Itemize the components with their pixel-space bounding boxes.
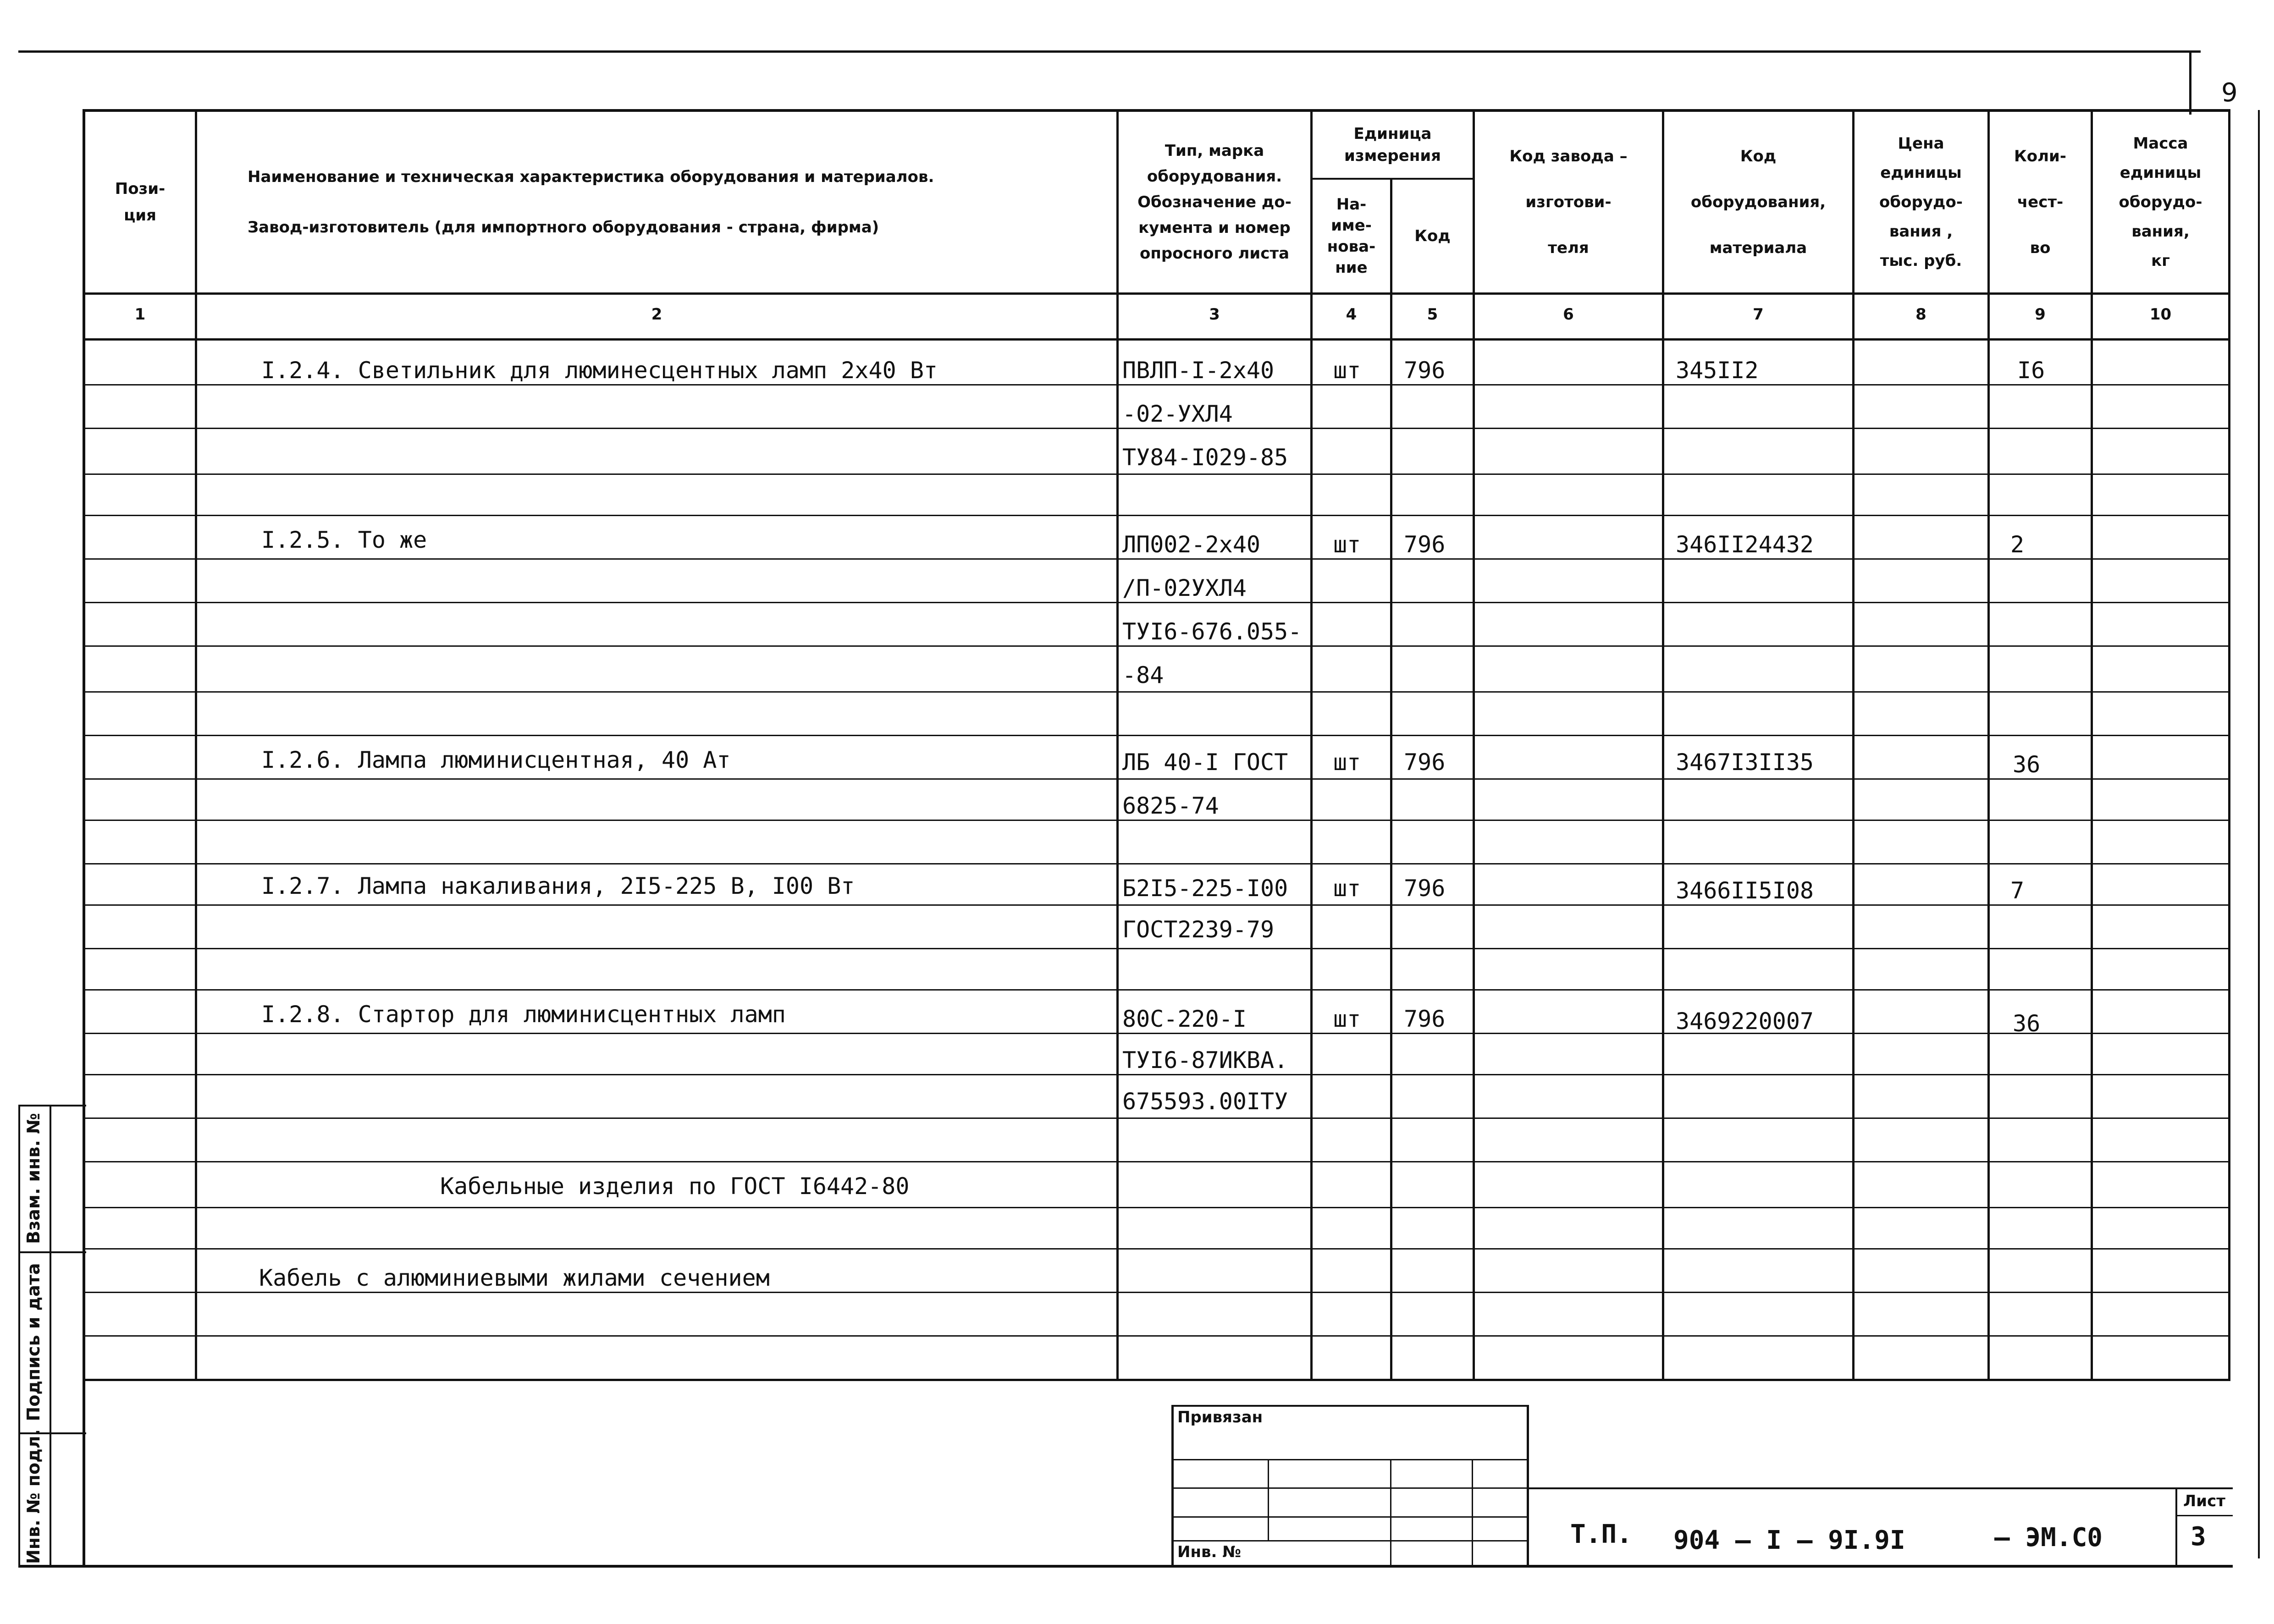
page-number: 9: [2221, 78, 2238, 108]
item-type-line: ЛП002-2х40: [1122, 531, 1261, 558]
item-type-line: -84: [1122, 662, 1164, 688]
item-unit-code: 796: [1404, 749, 1446, 776]
stamp-tp: Т.П.: [1570, 1519, 1632, 1549]
cable-line: Кабель с алюминиевыми жилами сечением: [259, 1265, 770, 1291]
item-type-line: 80С-220-I: [1122, 1006, 1247, 1032]
header-factory-code: Код завода – изготови- теля: [1509, 147, 1628, 257]
item-type-line: ТУI6-87ИКВА.: [1122, 1047, 1288, 1073]
header-unit: Единица измерения: [1344, 125, 1441, 165]
item-code: 3467I3II35: [1676, 749, 1814, 776]
item-quantity: I6: [2017, 357, 2045, 384]
item-unit-code: 796: [1404, 875, 1446, 902]
item-code: 3466II5I08: [1676, 877, 1814, 904]
item-unit: шт: [1333, 875, 1361, 902]
column-number: 10: [2149, 305, 2172, 324]
side-label: Инв. № подл.: [23, 1429, 44, 1564]
item-name: I.2.8. Стартор для люминисцентных ламп: [261, 1001, 786, 1028]
top-rule: [18, 50, 2201, 53]
item-type-line: 6825-74: [1122, 793, 1219, 819]
item-type-line: ЛБ 40-I ГОСТ: [1122, 749, 1288, 776]
item-quantity: 2: [2010, 531, 2025, 558]
right-edge-rule: [2258, 110, 2260, 1558]
item-code: 3469220007: [1676, 1008, 1814, 1035]
stamp-privyazan: Привязан: [1177, 1408, 1263, 1426]
item-unit: шт: [1333, 357, 1361, 384]
item-code: 346II24432: [1676, 531, 1814, 558]
header-unit-code: Код: [1414, 227, 1451, 245]
item-name: I.2.7. Лампа накаливания, 2I5-225 В, I00 Вт: [261, 873, 855, 899]
item-unit-code: 796: [1404, 531, 1446, 558]
header-name: Наименование и техническая характеристика оборудования и материалов. Завод-изготовитель (для импортного оборудования - страна, фирма): [248, 168, 934, 237]
column-number: 7: [1753, 305, 1764, 324]
column-number: 9: [2035, 305, 2046, 324]
column-number: 8: [1915, 305, 1926, 324]
column-number: 4: [1346, 305, 1357, 324]
section-title: Кабельные изделия по ГОСТ I6442-80: [440, 1173, 910, 1200]
doc-number: 904 – I – 9I.9I: [1673, 1525, 1905, 1555]
header-unit-name: На- име- нова- ние: [1327, 195, 1376, 277]
column-number: 6: [1563, 305, 1574, 324]
item-unit: шт: [1333, 749, 1361, 776]
item-unit: шт: [1333, 531, 1361, 558]
corner-rule: [2189, 50, 2191, 115]
header-position: Пози- ция: [115, 180, 166, 225]
doc-suffix: – ЭМ.С0: [1994, 1523, 2103, 1552]
header-equipment-code: Код оборудования, материала: [1690, 147, 1826, 257]
item-unit: шт: [1333, 1006, 1361, 1032]
side-label: Подпись и дата: [23, 1263, 44, 1421]
header-mass: Масса единицы оборудо- вания, кг: [2119, 134, 2202, 270]
header-price: Цена единицы оборудо- вания , тыс. руб.: [1879, 134, 1963, 270]
item-name: I.2.6. Лампа люминисцентная, 40 Ат: [261, 747, 731, 773]
side-label: Взам. инв. №: [23, 1113, 44, 1244]
column-number: 1: [134, 305, 146, 324]
item-type-line: 675593.00IТУ: [1122, 1088, 1288, 1115]
item-type-line: ТУ84-I029-85: [1122, 444, 1288, 471]
column-number: 2: [651, 305, 662, 324]
stamp-inv: Инв. №: [1177, 1543, 1242, 1561]
item-type-line: Б2I5-225-I00: [1122, 875, 1288, 902]
item-type-line: ТУI6-676.055-: [1122, 618, 1302, 645]
header-type: Тип, марка оборудования. Обозначение до- кумента и номер опросного листа: [1137, 142, 1292, 263]
column-number: 3: [1209, 305, 1220, 324]
column-number: 5: [1427, 305, 1438, 324]
item-name: I.2.5. То же: [261, 527, 427, 553]
item-type-line: /П-02УХЛ4: [1122, 575, 1247, 601]
item-name: I.2.4. Светильник для люминесцентных ламп 2х40 Вт: [261, 357, 938, 384]
sheet-number: 3: [2191, 1522, 2206, 1552]
item-quantity: 36: [2013, 1010, 2041, 1037]
item-type-line: ПВЛП-I-2х40: [1122, 357, 1275, 384]
item-quantity: 7: [2010, 877, 2025, 904]
header-quantity: Коли- чест- во: [2014, 147, 2066, 257]
item-type-line: ГОСТ2239-79: [1122, 916, 1275, 943]
item-quantity: 36: [2013, 751, 2041, 778]
sheet-label: Лист: [2183, 1492, 2225, 1510]
item-code: 345II2: [1676, 357, 1759, 384]
item-unit-code: 796: [1404, 357, 1446, 384]
item-unit-code: 796: [1404, 1006, 1446, 1032]
item-type-line: -02-УХЛ4: [1122, 401, 1233, 427]
